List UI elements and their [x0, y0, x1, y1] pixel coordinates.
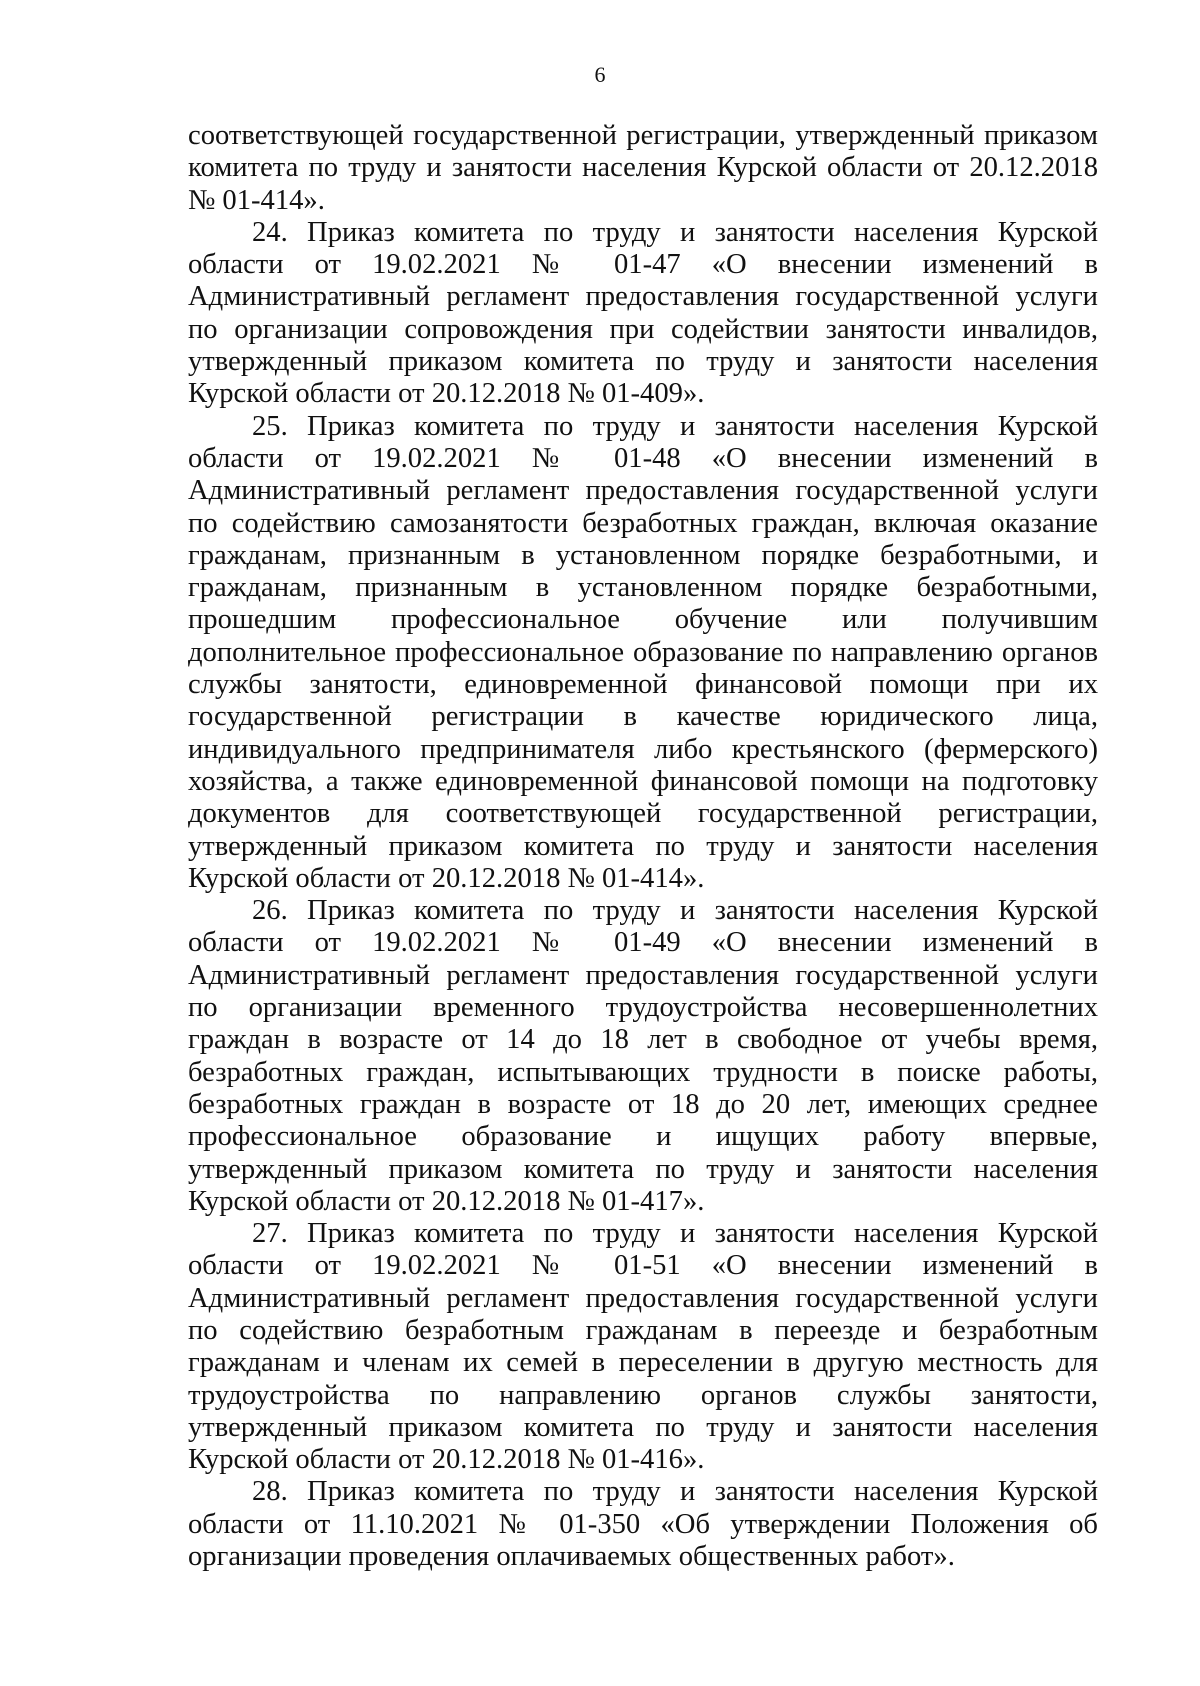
document-body	[188, 120, 1098, 1573]
paragraph-continuation: соответствующей государственной регистрации, утвержденный приказом комитета по труду и занятости населения Курской области от 20.12.2018 № 01-414».	[188, 120, 1098, 216]
paragraph-item-24: 24. Приказ комитета по труду и занятости населения Курской области от 19.02.2021 № 01-47 «О внесении изменений в Административный регламент предоставления государственной услуги по организации сопровождения при содействии занятости инвалидов, утвержденный приказом комитета по труду и занятости населения Курской области от 20.12.2018 № 01-409».	[188, 216, 1098, 410]
paragraph-item-25: 25. Приказ комитета по труду и занятости населения Курской области от 19.02.2021 № 01-48 «О внесении изменений в Административный регламент предоставления государственной услуги по содействию самозанятости безработных граждан, включая оказание гражданам, признанным в установленном порядке безработными, и гражданам, признанным в установленном порядке безработными, прошедшим профессиональное обучение или получившим дополнительное профессиональное образование по направлению органов службы занятости, единовременной финансовой помощи при их государственной регистрации в качестве юридического лица, индивидуального предпринимателя либо крестьянского (фермерского) хозяйства, а также единовременной финансовой помощи на подготовку документов для соответствующей государственной регистрации, утвержденный приказом комитета по труду и занятости населения Курской области от 20.12.2018 № 01-414».	[188, 410, 1098, 894]
paragraph-item-26: 26. Приказ комитета по труду и занятости населения Курской области от 19.02.2021 № 01-49 «О внесении изменений в Административный регламент предоставления государственной услуги по организации временного трудоустройства несовершеннолетних граждан в возрасте от 14 до 18 лет в свободное от учебы время, безработных граждан, испытывающих трудности в поиске работы, безработных граждан в возрасте от 18 до 20 лет, имеющих среднее профессиональное образование и ищущих работу впервые, утвержденный приказом комитета по труду и занятости населения Курской области от 20.12.2018 № 01-417».	[188, 895, 1098, 1217]
page-number: 6	[594, 62, 606, 87]
paragraph-item-28: 28. Приказ комитета по труду и занятости населения Курской области от 11.10.2021 № 01-350 «Об утверждении Положения об организации проведения оплачиваемых общественных работ».	[188, 1476, 1098, 1573]
paragraph-item-27: 27. Приказ комитета по труду и занятости населения Курской области от 19.02.2021 № 01-51 «О внесении изменений в Административный регламент предоставления государственной услуги по содействию безработным гражданам в переезде и безработным гражданам и членам их семей в переселении в другую местность для трудоустройства по направлению органов службы занятости, утвержденный приказом комитета по труду и занятости населения Курской области от 20.12.2018 № 01-416».	[188, 1218, 1098, 1476]
